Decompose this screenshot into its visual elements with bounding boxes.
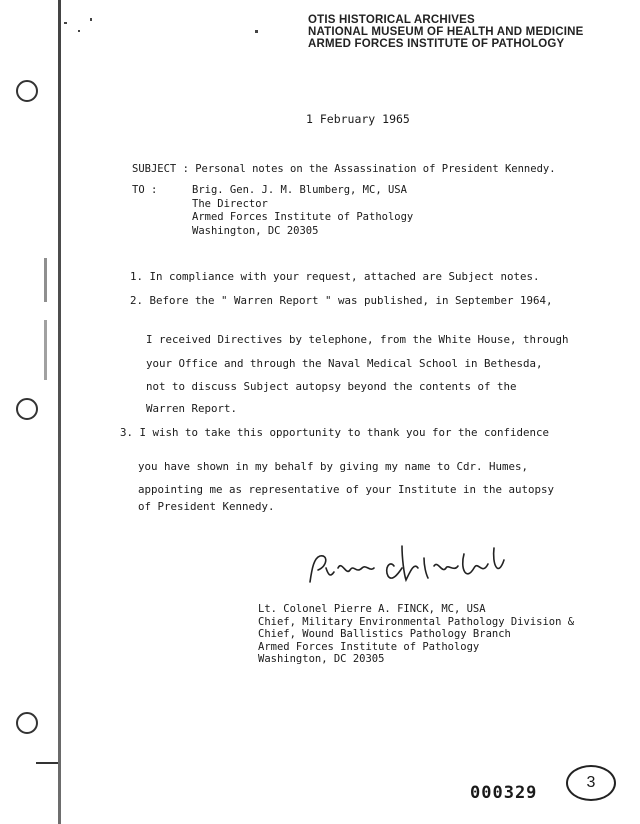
paragraph-2-line: 2. Before the " Warren Report " was published, in September 1964, bbox=[130, 294, 553, 307]
paragraph-3-line: of President Kennedy. bbox=[138, 500, 275, 513]
punch-hole-bottom bbox=[16, 712, 38, 734]
binder-margin-line bbox=[58, 0, 61, 824]
scan-speckle bbox=[44, 320, 47, 380]
paragraph-3-line: 3. I wish to take this opportunity to thank you for the confidence bbox=[120, 426, 550, 439]
signature-line: Armed Forces Institute of Pathology bbox=[258, 640, 480, 653]
archive-stamp bbox=[308, 14, 584, 50]
to-label: TO : bbox=[132, 184, 158, 196]
recipient-line: Washington, DC 20305 bbox=[192, 224, 319, 237]
document-number: 000329 bbox=[470, 783, 538, 803]
signature-line: Washington, DC 20305 bbox=[258, 653, 385, 665]
recipient-line: Brig. Gen. J. M. Blumberg, MC, USA bbox=[192, 184, 407, 196]
letter-date: 1 February 1965 bbox=[306, 112, 410, 126]
recipient-line: Armed Forces Institute of Pathology bbox=[192, 211, 414, 223]
signature-block bbox=[258, 603, 574, 666]
stamp-line: OTIS HISTORICAL ARCHIVES bbox=[308, 14, 475, 26]
scan-speckle bbox=[64, 22, 67, 24]
scan-speckle bbox=[78, 30, 80, 32]
punch-hole-top bbox=[16, 80, 38, 102]
paragraph-3-line: appointing me as representative of your Institute in the autopsy bbox=[138, 483, 555, 496]
paragraph-2-line: your Office and through the Naval Medical School in Bethesda, bbox=[146, 357, 543, 370]
paragraph-2-line: I received Directives by telephone, from the White House, through bbox=[146, 333, 569, 346]
recipient-line: The Director bbox=[192, 197, 268, 210]
page-number-circle bbox=[566, 765, 616, 801]
signature-line: Chief, Military Environmental Pathology Division & bbox=[258, 615, 575, 628]
handwritten-signature bbox=[298, 538, 538, 598]
signature-line: Lt. Colonel Pierre A. FINCK, MC, USA bbox=[258, 603, 486, 615]
stamp-line: ARMED FORCES INSTITUTE OF PATHOLOGY bbox=[308, 38, 565, 50]
scan-speckle bbox=[90, 18, 92, 21]
signature-line: Chief, Wound Ballistics Pathology Branch bbox=[258, 628, 511, 640]
page-number: 3 bbox=[586, 774, 596, 791]
stamp-line: NATIONAL MUSEUM OF HEALTH AND MEDICINE bbox=[308, 26, 584, 38]
scan-mark bbox=[36, 762, 58, 764]
paragraph-2-line: Warren Report. bbox=[146, 402, 238, 415]
scan-speckle bbox=[44, 258, 47, 302]
punch-hole-middle bbox=[16, 398, 38, 420]
paragraph-3-line: you have shown in my behalf by giving my name to Cdr. Humes, bbox=[138, 460, 529, 473]
subject-line: SUBJECT : Personal notes on the Assassination of President Kennedy. bbox=[132, 163, 556, 175]
recipient-address bbox=[192, 184, 413, 238]
scan-speckle bbox=[255, 30, 258, 33]
paragraph-1-line: 1. In compliance with your request, attached are Subject notes. bbox=[130, 270, 540, 283]
paragraph-2-line: not to discuss Subject autopsy beyond the contents of the bbox=[146, 380, 517, 393]
